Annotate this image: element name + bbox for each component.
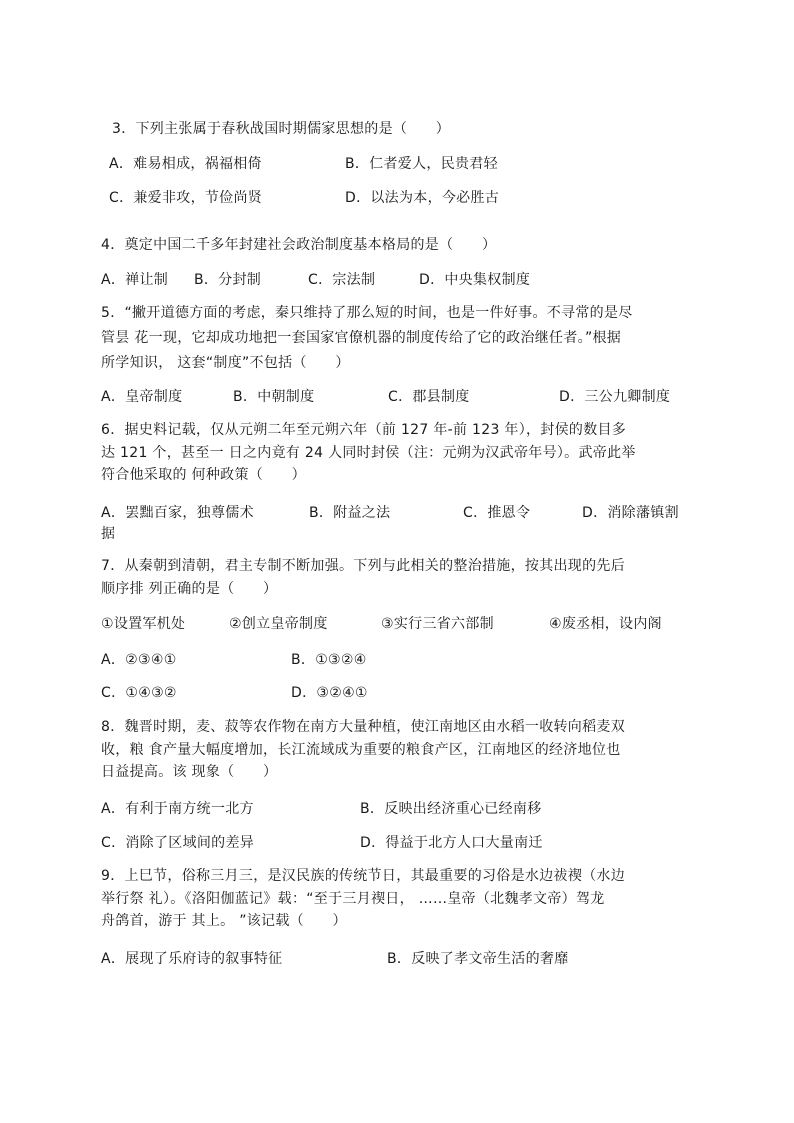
question-3-stem: 3．下列主张属于春秋战国时期儒家思想的是（ ） — [112, 121, 451, 137]
question-9-stem-line-3: 舟鸽首，游于 其上。 ”该记载（ ） — [101, 913, 347, 929]
question-9-option-b: B．反映了孝文帝生活的奢靡 — [387, 951, 569, 967]
question-5-stem-line-3: 所学知识， 这套“制度”不包括（ ） — [101, 355, 350, 371]
question-6-option-d-continued: 据 — [101, 526, 116, 542]
question-9-option-a: A．展现了乐府诗的叙事特征 — [101, 951, 283, 967]
question-4-stem: 4．奠定中国二千多年封建社会政治制度基本格局的是（ ） — [101, 237, 497, 253]
question-6-stem-line-3: 符合他采取的 何种政策（ ） — [101, 467, 306, 483]
question-7-option-d: D．③②④① — [291, 685, 368, 701]
question-7-item-1: ①设置军机处 — [101, 616, 186, 632]
question-7-stem-line-1: 7．从秦朝到清朝，君主专制不断加强。下列与此相关的整治措施，按其出现的先后 — [101, 558, 626, 574]
question-8-option-d: D．得益于北方人口大量南迁 — [360, 835, 543, 851]
question-7-stem-line-2: 顺序排 列正确的是（ ） — [101, 581, 278, 597]
question-8-stem-line-1: 8．魏晋时期，麦、菽等农作物在南方大量种植，使江南地区由水稻一收转向稻麦双 — [101, 719, 626, 735]
question-7-option-c: C．①④③② — [101, 685, 177, 701]
question-8-option-a: A．有利于南方统一北方 — [101, 801, 254, 817]
question-5-stem-line-2: 管昙 花一现，它却成功地把一套国家官僚机器的制度传给了它的政治继任者。”根据 — [101, 330, 622, 346]
question-7-item-4: ④废丞相，设内阁 — [549, 616, 662, 632]
question-7-option-b: B．①③②④ — [291, 652, 367, 668]
question-5-option-d: D．三公九卿制度 — [559, 389, 671, 405]
question-3-option-b: B．仁者爱人，民贵君轻 — [345, 156, 498, 172]
question-8-stem-line-3: 日益提高。该 现象（ ） — [101, 764, 278, 780]
question-5-option-c: C．郡县制度 — [388, 389, 470, 405]
question-6-option-d: D．消除藩镇割 — [582, 505, 679, 521]
question-7-item-2: ②创立皇帝制度 — [229, 616, 328, 632]
question-6-stem-line-1: 6．据史料记载，仅从元朔二年至元朔六年（前 127 年-前 123 年），封侯的数目多 — [101, 422, 627, 438]
question-3-option-c: C．兼爱非攻，节俭尚贤 — [109, 190, 263, 206]
question-6-option-c: C．推恩令 — [463, 505, 531, 521]
question-6-option-b: B．附益之法 — [309, 505, 391, 521]
question-6-option-a: A．罢黜百家，独尊儒术 — [101, 505, 254, 521]
question-4-option-b: B．分封制 — [194, 272, 262, 288]
question-3-option-a: A．难易相成，祸福相倚 — [109, 156, 262, 172]
question-5-stem-line-1: 5．“撇开道德方面的考虑，秦只维持了那么短的时间，也是一件好事。不寻常的是尽 — [101, 305, 633, 321]
question-8-stem-line-2: 收，粮 食产量大幅度增加，长江流域成为重要的粮食产区，江南地区的经济地位也 — [101, 742, 621, 758]
question-8-option-b: B．反映出经济重心已经南移 — [360, 801, 542, 817]
question-3-option-d: D．以法为本，今必胜古 — [345, 190, 500, 206]
question-6-stem-line-2: 达 121 个，甚至一 日之内竟有 24 人同时封侯（注：元朔为汉武帝年号）。武帝此举 — [101, 445, 636, 461]
question-9-stem-line-1: 9．上巳节，俗称三月三，是汉民族的传统节日，其最重要的习俗是水边祓禊（水边 — [101, 868, 626, 884]
question-4-option-d: D．中央集权制度 — [419, 272, 531, 288]
question-5-option-a: A．皇帝制度 — [101, 389, 183, 405]
question-4-option-a: A．禅让制 — [101, 272, 169, 288]
question-7-option-a: A．②③④① — [101, 652, 177, 668]
question-7-item-3: ③实行三省六部制 — [381, 616, 494, 632]
question-8-option-c: C．消除了区域间的差异 — [101, 835, 255, 851]
question-9-stem-line-2: 举行祭 礼）。《洛阳伽蓝记》载：“至于三月禊日， ……皇帝（北魏孝文帝）驾龙 — [101, 891, 605, 907]
question-4-option-c: C．宗法制 — [308, 272, 376, 288]
question-5-option-b: B．中朝制度 — [233, 389, 315, 405]
